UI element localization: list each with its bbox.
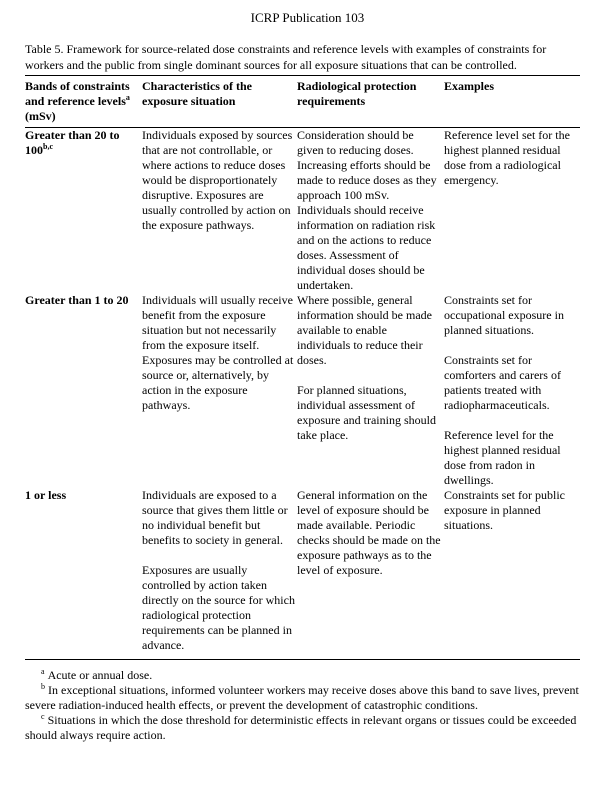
- requirements-text: General information on the level of exposure should be made available. Periodic checks should be made on the exposure pathways as to the level of exposure.: [297, 488, 441, 577]
- footnote: [25, 683, 580, 713]
- footnote-ref-b-c: b,c: [43, 142, 53, 151]
- footnote-text: Acute or annual dose.: [47, 668, 153, 682]
- footnote-text: In exceptional situations, informed volunteer workers may receive doses above this band to save lives, prevent severe radiation-induced health effects, or prevent the development of catastrophic conditions.: [25, 683, 579, 712]
- table-bottom-rule: [25, 659, 580, 660]
- framework-table: [25, 76, 580, 659]
- characteristics-cell: [142, 128, 297, 294]
- requirements-cell: [297, 488, 444, 659]
- header-bands: [25, 76, 142, 128]
- examples-text: Reference level set for the highest planned residual dose from a radiological emergency.: [444, 128, 570, 187]
- characteristics-text: Individuals are exposed to a source that gives them little or no individual benefit but benefits to society in general.: [142, 488, 288, 547]
- requirements-text: Where possible, general information should be made available to enable individuals to reduce their doses.: [297, 293, 432, 367]
- requirements-text: Consideration should be given to reducing doses. Increasing efforts should be made to reduce doses as they approach 100 mSv. Individuals should receive information on radiation risk and on the actions to reduce doses. Assessment of individual doses should be undertaken.: [297, 128, 437, 292]
- examples-text: Constraints set for comforters and carers of patients treated with radiopharmaceuticals.: [444, 353, 561, 412]
- examples-cell: [444, 293, 580, 488]
- band-label: Greater than 20 to 100: [25, 128, 120, 157]
- document-page: [25, 10, 580, 743]
- footnote-mark: b: [41, 682, 45, 691]
- running-head: ICRP Publication 103: [250, 10, 365, 25]
- header-bands-unit: (mSv): [25, 109, 56, 123]
- band-label: Greater than 1 to 20: [25, 293, 129, 307]
- requirements-cell: [297, 293, 444, 488]
- table-footnotes: [25, 668, 580, 743]
- header-examples: Examples: [444, 76, 580, 128]
- examples-cell: [444, 488, 580, 659]
- header-bands-text: Bands of constraints and reference levels: [25, 79, 130, 108]
- band-cell: [25, 488, 142, 659]
- characteristics-cell: [142, 488, 297, 659]
- examples-cell: [444, 128, 580, 294]
- band-cell: [25, 128, 142, 294]
- header-requirements: Radiological protection requirements: [297, 76, 444, 128]
- characteristics-text: Individuals exposed by sources that are not controllable, or where actions to reduce doses would be disproportionately disruptive. Exposures are usually controlled by action on the exposure pathways.: [142, 128, 293, 232]
- table-row: [25, 128, 580, 294]
- band-cell: [25, 293, 142, 488]
- footnote: [25, 668, 580, 683]
- footnote-mark: c: [41, 712, 45, 721]
- requirements-text: For planned situations, individual assessment of exposure and training should take place.: [297, 383, 436, 442]
- requirements-cell: [297, 128, 444, 294]
- band-label: 1 or less: [25, 488, 67, 502]
- footnote-mark: a: [41, 667, 45, 676]
- table-caption: Table 5. Framework for source-related dose constraints and reference levels with examples of constraints for workers and the public from single dominant sources for all exposure situations that can be controlled.: [25, 42, 547, 72]
- footnote: [25, 713, 580, 743]
- footnote-text: Situations in which the dose threshold for deterministic effects in relevant organs or tissues could be exceeded should always require action.: [25, 713, 577, 742]
- table-row: [25, 293, 580, 488]
- examples-text: Constraints set for occupational exposure in planned situations.: [444, 293, 564, 337]
- header-characteristics: Characteristics of the exposure situation: [142, 76, 297, 128]
- footnote-ref-a: a: [125, 93, 130, 102]
- characteristics-cell: [142, 293, 297, 488]
- examples-text: Reference level for the highest planned residual dose from radon in dwellings.: [444, 428, 561, 487]
- characteristics-text: Exposures are usually controlled by action taken directly on the source for which radiological protection requirements can be planned in advance.: [142, 563, 295, 652]
- examples-text: Constraints set for public exposure in planned situations.: [444, 488, 565, 532]
- table-row: [25, 488, 580, 659]
- characteristics-text: Individuals will usually receive benefit from the exposure situation but not necessarily from the exposure itself. Exposures may be controlled at source or, alternatively, by action in the exposure pathways.: [142, 293, 294, 412]
- table-header-row: [25, 76, 580, 128]
